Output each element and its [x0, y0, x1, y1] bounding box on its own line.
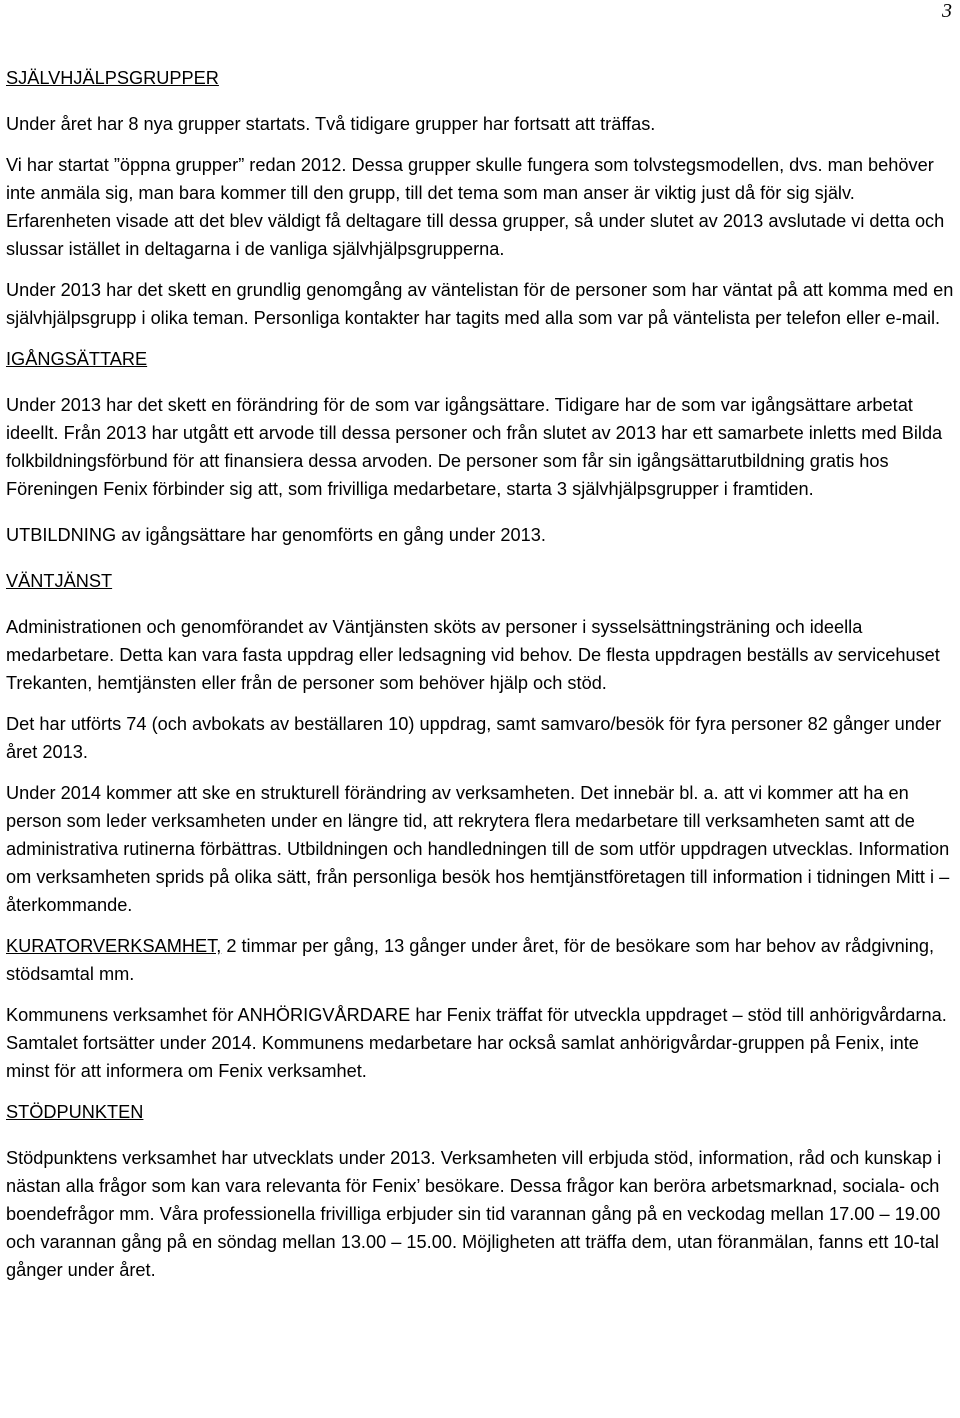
- paragraph: Det har utförts 74 (och avbokats av beställaren 10) uppdrag, samt samvaro/besök för fyra personer 82 gånger under året 2013.: [6, 714, 942, 762]
- heading-igangsattare: IGÅNGSÄTTARE: [6, 349, 148, 369]
- kuratorverksamhet-text: 2 timmar per gång, 13 gånger under året, för de besökare som har behov av rådgivning, stödsamtal mm.: [6, 936, 935, 984]
- paragraph: Administrationen och genomförandet av Väntjänsten sköts av personer i sysselsättningsträning och ideella medarbetare. Detta kan vara fasta uppdrag eller ledsagning vid behov. De flesta uppdragen beställs av servicehuset Trekanten, hemtjänsten eller från de personer som behöver hjälp och stöd.: [6, 617, 940, 693]
- paragraph: Under 2014 kommer att ske en strukturell förändring av verksamheten. Det innebär bl. a. att vi kommer att ha en person som leder verksamheten under en längre tid, att rekrytera flera medarbetare till verksamheten samt att de administrativa rutinerna förbättras. Utbildningen och handledningen till de som utför uppdragen utvecklas. Information om verksamheten sprids på olika sätt, från personliga besök hos hemtjänstföretagen till information i tidningen Mitt i – återkommande.: [6, 783, 950, 915]
- paragraph: Stödpunktens verksamhet har utvecklats under 2013. Verksamheten vill erbjuda stöd, information, råd och kunskap i nästan alla frågor som kan vara relevanta för Fenix’ besökare. Dessa frågor kan beröra arbetsmarknad, sociala- och boendefrågor mm. Våra professionella frivilliga erbjuder sin tid varannan gång på en veckodag mellan 17.00 – 19.00 och varannan gång på en söndag mellan 13.00 – 15.00. Möjligheten att träffa dem, utan föranmälan, fanns ett 10-tal gånger under året.: [6, 1148, 942, 1280]
- paragraph-kuratorverksamhet: [6, 932, 956, 988]
- paragraph: Under året har 8 nya grupper startats. Två tidigare grupper har fortsatt att träffas.: [6, 114, 656, 134]
- heading-stodpunkten: STÖDPUNKTEN: [6, 1102, 144, 1122]
- kuratorverksamhet-label: KURATORVERKSAMHET,: [6, 936, 222, 956]
- paragraph: Under 2013 har det skett en förändring för de som var igångsättare. Tidigare har de som var igångsättare arbetat ideellt. Från 2013 har utgått ett arvode till dessa personer och från slutet av 2013 har ett samarbete inletts med Bilda folkbildningsförbund för att finansiera dessa arvoden. De personer som får sin igångsättarutbildning gratis hos Föreningen Fenix förbinder sig att, som frivilliga medarbetare, starta 3 självhjälpsgrupper i framtiden.: [6, 395, 943, 499]
- heading-sjalvhjalpsgrupper: SJÄLVHJÄLPSGRUPPER: [6, 68, 219, 88]
- paragraph: Vi har startat ”öppna grupper” redan 2012. Dessa grupper skulle fungera som tolvstegsmodellen, dvs. man behöver inte anmäla sig, man bara kommer till den grupp, till det tema som man anser är viktig just då för sig själv. Erfarenheten visade att det blev väldigt få deltagare till dessa grupper, så under slutet av 2013 avslutade vi detta och slussar istället in deltagarna i de vanliga självhjälpsgrupperna.: [6, 155, 945, 259]
- paragraph: Under 2013 har det skett en grundlig genomgång av väntelistan för de personer som har väntat på att komma med en självhjälpsgrupp i olika teman. Personliga kontakter har tagits med alla som var på väntelista per telefon eller e-mail.: [6, 280, 954, 328]
- heading-vantjanst: VÄNTJÄNST: [6, 571, 113, 591]
- page-number: 3: [942, 0, 952, 22]
- paragraph-anhorigvardare: Kommunens verksamhet för ANHÖRIGVÅRDARE har Fenix träffat för utveckla uppdraget – stöd till anhörigvårdarna. Samtalet fortsätter under 2014. Kommunens medarbetare har också samlat anhörigvårdar-gruppen på Fenix, inte minst för att informera om Fenix verksamhet.: [6, 1005, 947, 1081]
- paragraph: UTBILDNING av igångsättare har genomförts en gång under 2013.: [6, 525, 546, 545]
- document-body: [6, 64, 956, 1284]
